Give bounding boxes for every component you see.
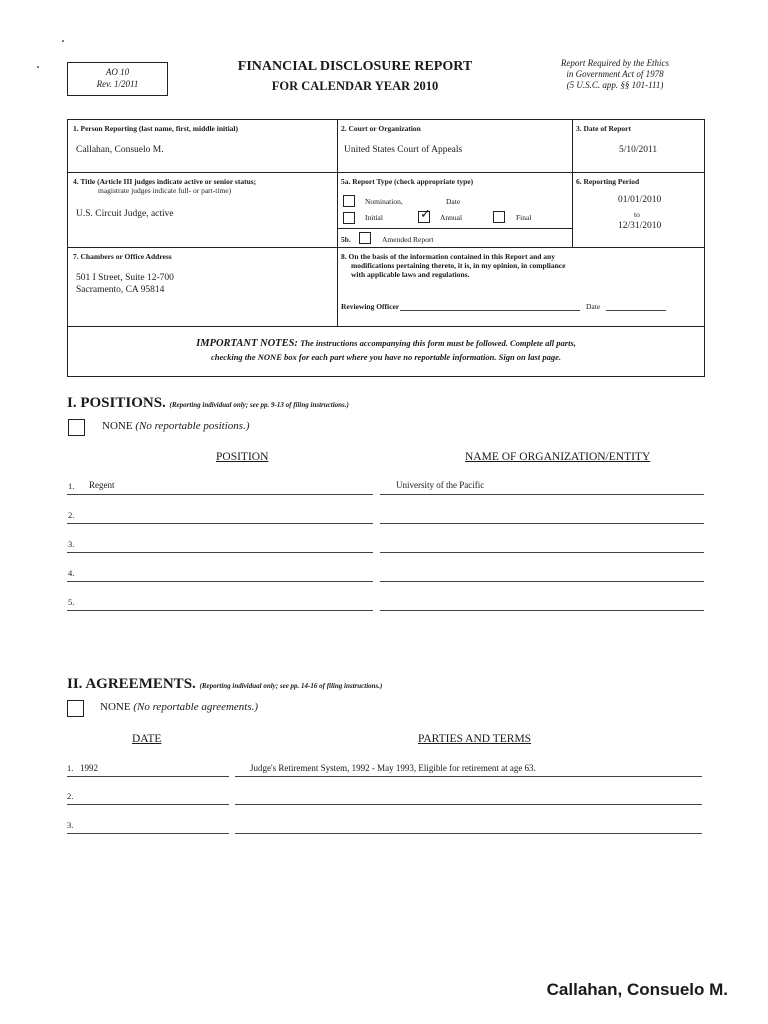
grid-divider (68, 247, 704, 248)
important-notes-text: The instructions accompanying this form must be followed. Complete all parts, (300, 338, 576, 348)
row-number: 2. (68, 510, 75, 520)
ethics-line: in Government Act of 1978 (566, 69, 664, 79)
ethics-line: (5 U.S.C. app. §§ 101-111) (566, 80, 664, 90)
none-note: (No reportable agreements.) (133, 701, 259, 713)
date-entry-line[interactable] (67, 833, 229, 834)
date-column-header: DATE (132, 733, 162, 745)
organization-entry-line[interactable] (380, 523, 704, 524)
position-entry-line[interactable] (67, 610, 373, 611)
checkmark-icon: ✓ (420, 207, 431, 222)
grid-divider (572, 120, 573, 247)
position-entry-line[interactable] (67, 581, 373, 582)
row-number: 2. (67, 791, 74, 801)
initial-label: Initial (365, 213, 383, 222)
row-number: 4. (68, 568, 75, 578)
row-number: 3. (67, 820, 74, 830)
review-statement-line: with applicable laws and regulations. (351, 270, 470, 279)
review-statement-line: modifications pertaining thereto, it is, in my opinion, in compliance (351, 261, 566, 270)
nomination-checkbox[interactable] (343, 195, 355, 207)
nomination-label: Nomination, (365, 197, 403, 206)
terms-entry-line[interactable] (235, 776, 702, 777)
annual-checkbox[interactable] (418, 207, 431, 223)
form-id-box (67, 62, 168, 96)
organization-entry-line[interactable] (380, 581, 704, 582)
period-start: 01/01/2010 (618, 195, 662, 205)
agreements-heading (67, 676, 382, 693)
date-of-report-value: 5/10/2011 (619, 145, 658, 155)
title-label: 4. Title (Article III judges indicate active or senior status; (73, 177, 257, 186)
person-reporting-value: Callahan, Consuelo M. (76, 145, 164, 155)
report-type-label: 5a. Report Type (check appropriate type) (341, 177, 474, 186)
date-entry-line[interactable] (67, 804, 229, 805)
positions-heading (67, 395, 349, 412)
organization-column-header: NAME OF ORGANIZATION/ENTITY (465, 451, 651, 463)
position-cell: Regent (89, 480, 115, 490)
organization-cell: University of the Pacific (396, 480, 485, 490)
important-notes-lead: IMPORTANT NOTES: (196, 338, 298, 349)
amended-label: Amended Report (382, 235, 434, 244)
none-note: (No reportable positions.) (135, 420, 250, 432)
position-column-header: POSITION (216, 451, 269, 463)
agreements-title: II. AGREEMENTS. (67, 676, 196, 692)
reviewing-officer-label: Reviewing Officer (341, 302, 400, 311)
positions-none-label (102, 420, 250, 432)
agreement-date-cell: 1992 (80, 763, 98, 773)
positions-note: (Reporting individual only; see pp. 9-13 of filing instructions.) (169, 401, 349, 409)
final-label: Final (516, 213, 532, 222)
period-to: to (634, 210, 640, 219)
title-value: U.S. Circuit Judge, active (76, 209, 174, 219)
scan-speck (62, 40, 64, 42)
row-number: 5. (68, 597, 75, 607)
terms-entry-line[interactable] (235, 804, 702, 805)
form-revision: Rev. 1/2011 (96, 79, 139, 89)
review-date-label: Date (586, 302, 601, 311)
agreements-none-checkbox[interactable] (67, 700, 84, 717)
position-entry-line[interactable] (67, 523, 373, 524)
amended-prefix: 5b. (341, 235, 351, 244)
agreements-none-label (100, 701, 258, 713)
initial-checkbox[interactable] (343, 212, 355, 224)
title-sublabel: magistrate judges indicate full- or part-time) (98, 186, 232, 195)
grid-divider (338, 228, 573, 229)
report-title: FINANCIAL DISCLOSURE REPORT (237, 59, 473, 74)
positions-title: I. POSITIONS. (67, 395, 166, 411)
review-date-line[interactable] (606, 310, 666, 311)
grid-divider (68, 326, 704, 327)
organization-entry-line[interactable] (380, 494, 704, 495)
row-number: 1. (68, 481, 75, 491)
annual-label: Annual (440, 213, 463, 222)
person-reporting-label: 1. Person Reporting (last name, first, middle initial) (73, 124, 238, 133)
position-entry-line[interactable] (67, 552, 373, 553)
organization-entry-line[interactable] (380, 552, 704, 553)
positions-none-checkbox[interactable] (68, 419, 85, 436)
address-line1: 501 I Street, Suite 12-700 (76, 273, 174, 283)
review-statement-line: 8. On the basis of the information contained in this Report and any (341, 252, 555, 261)
important-notes-line1 (68, 338, 704, 349)
row-number: 3. (68, 539, 75, 549)
address-label: 7. Chambers or Office Address (73, 252, 172, 261)
period-end: 12/31/2010 (618, 221, 662, 231)
amended-checkbox[interactable] (359, 232, 371, 244)
position-entry-line[interactable] (67, 494, 373, 495)
important-notes-line2: checking the NONE box for each part where you have no reportable information. Sign on last page. (211, 352, 561, 362)
scan-speck (37, 66, 39, 68)
address-line2: Sacramento, CA 95814 (76, 285, 165, 295)
report-subtitle: FOR CALENDAR YEAR 2010 (271, 79, 439, 93)
date-of-report-label: 3. Date of Report (576, 124, 631, 133)
terms-entry-line[interactable] (235, 833, 702, 834)
agreement-terms-cell: Judge's Retirement System, 1992 - May 1993, Eligible for retirement at age 63. (250, 763, 536, 773)
row-number: 1. (67, 763, 74, 773)
ethics-act-note (530, 58, 700, 91)
none-word: NONE (102, 420, 133, 432)
court-value: United States Court of Appeals (344, 145, 463, 155)
reporting-period-label: 6. Reporting Period (576, 177, 640, 186)
court-label: 2. Court or Organization (341, 124, 421, 133)
reviewing-officer-line[interactable] (400, 310, 580, 311)
organization-entry-line[interactable] (380, 610, 704, 611)
none-word: NONE (100, 701, 131, 713)
ethics-line: Report Required by the Ethics (560, 58, 670, 68)
form-id: AO 10 (105, 67, 130, 77)
report-info-grid (67, 119, 705, 377)
final-checkbox[interactable] (493, 211, 505, 223)
footer-name: Callahan, Consuelo M. (546, 980, 728, 999)
parties-column-header: PARTIES AND TERMS (418, 733, 532, 745)
nomination-date-label: Date (446, 197, 461, 206)
agreements-note: (Reporting individual only; see pp. 14-16 of filing instructions.) (199, 682, 383, 690)
grid-divider (68, 172, 704, 173)
grid-divider (337, 120, 338, 326)
date-entry-line[interactable] (67, 776, 229, 777)
